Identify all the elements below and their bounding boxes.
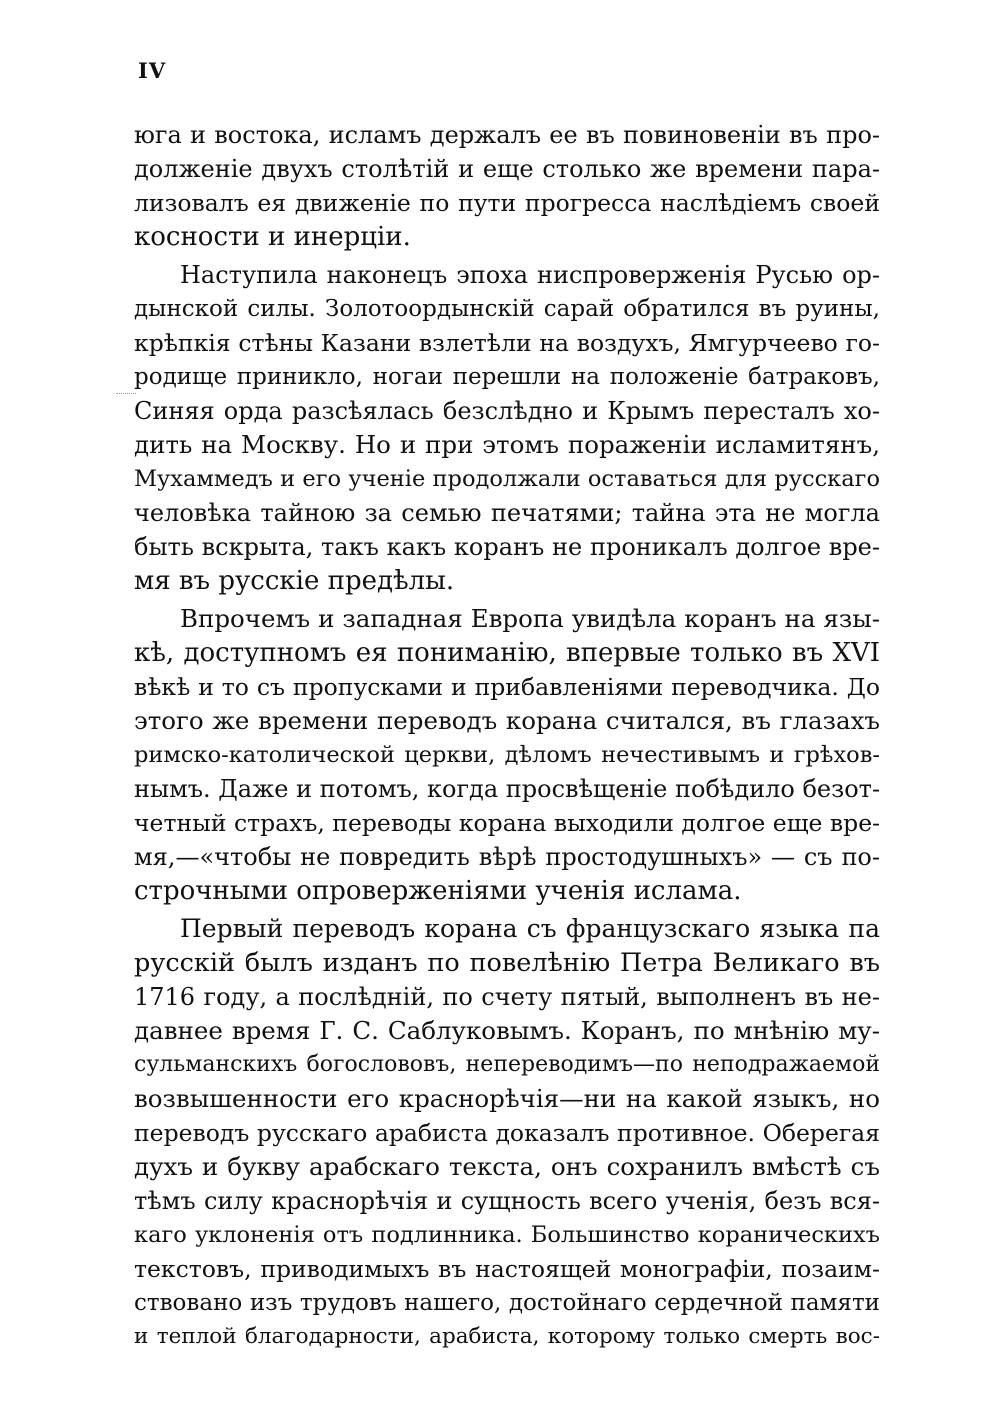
text-line: римско-католической церкви, дѣломъ нечестивымъ и грѣхов- xyxy=(134,742,880,768)
text-line: возвышенности его краснорѣчія—ни на какой языкъ, но xyxy=(134,1084,880,1113)
text-line: мя въ русскіе предѣлы. xyxy=(134,566,455,596)
text-line: дить на Москву. Но и при этомъ пораженіи исламитянъ, xyxy=(134,430,880,459)
text-line: лизовалъ ея движеніе по пути прогресса наслѣдіемъ своей xyxy=(134,189,880,217)
text-line: Наступила наконецъ эпоха ниспроверженія Русью ор- xyxy=(180,261,880,289)
text-line: долженіе двухъ столѣтій и еще столько же времени пара- xyxy=(134,155,880,183)
text-line: этого же времени переводъ корана считался, въ глазахъ xyxy=(134,706,880,735)
text-line: крѣпкія стѣны Казани взлетѣли на воздухъ, Ямгурчеево го- xyxy=(134,329,880,357)
text-line: духъ и букву арабскаго текста, онъ сохранилъ вмѣстѣ съ xyxy=(134,1152,880,1181)
text-line: дынской силы. Золотоордынскій сарай обратился въ руины, xyxy=(134,296,880,322)
text-line: четный страхъ, переводы корана выходили долгое еще вре- xyxy=(134,809,880,837)
text-line: Первый переводъ корана съ французскаго языка па xyxy=(180,914,880,943)
text-line: каго уклоненія отъ подлинника. Большинство кораническихъ xyxy=(134,1222,880,1248)
text-line: Мухаммедъ и его ученіе продолжали оставаться для русскаго xyxy=(134,466,880,492)
text-line: родище приникло, ногаи перешли на положеніе батраковъ, xyxy=(134,364,880,390)
text-line: и теплой благодарности, арабиста, которому только смерть вос- xyxy=(134,1324,880,1349)
text-line: человѣка тайною за семью печатями; тайна эта не могла xyxy=(134,499,880,527)
text-line: юга и востока, исламъ держалъ ее въ повиновеніи въ про- xyxy=(134,121,880,149)
text-line: переводъ русскаго арабиста доказалъ противное. Оберегая xyxy=(134,1119,880,1147)
text-line: ствовано изъ трудовъ нашего, достойнаго сердечной памяти xyxy=(134,1290,880,1316)
text-line: строчными опроверженіями ученія ислама. xyxy=(134,876,742,906)
page-number: IV xyxy=(138,58,167,83)
text-line: Синяя орда разсѣялась безслѣдно и Крымъ пересталъ хо- xyxy=(134,397,880,425)
text-line: кѣ, доступномъ ея пониманію, впервые только въ XVI xyxy=(134,638,880,668)
text-line: мя,—«чтобы не повредить вѣрѣ простодушныхъ» — съ по- xyxy=(134,843,880,871)
text-line: вѣкѣ и то съ пропусками и прибавленіями переводчика. До xyxy=(134,673,880,701)
text-line: косности и инерціи. xyxy=(134,222,411,252)
text-line: русскій былъ изданъ по повелѣнію Петра Великаго въ xyxy=(134,948,880,978)
text-line: быть вскрыта, такъ какъ коранъ не проникалъ долгое вре- xyxy=(134,533,880,561)
text-line: тѣмъ силу краснорѣчія и сущность всего ученія, безъ вся- xyxy=(134,1187,880,1215)
margin-mark xyxy=(116,393,136,394)
text-line: давнее время Г. С. Саблуковымъ. Коранъ, по мнѣнію му- xyxy=(134,1016,880,1045)
text-line: 1716 году, а послѣдній, по счету пятый, выполненъ въ не- xyxy=(134,983,880,1011)
text-line: Впрочемъ и западная Европа увидѣла коранъ на язы- xyxy=(180,604,880,633)
text-line: текстовъ, приводимыхъ въ настоящей монографіи, позаим- xyxy=(134,1255,880,1283)
text-line: нымъ. Даже и потомъ, когда просвѣщеніе побѣдило безот- xyxy=(134,775,880,803)
text-line: сульманскихъ богослововъ, непереводимъ—по неподражаемой xyxy=(134,1052,880,1077)
